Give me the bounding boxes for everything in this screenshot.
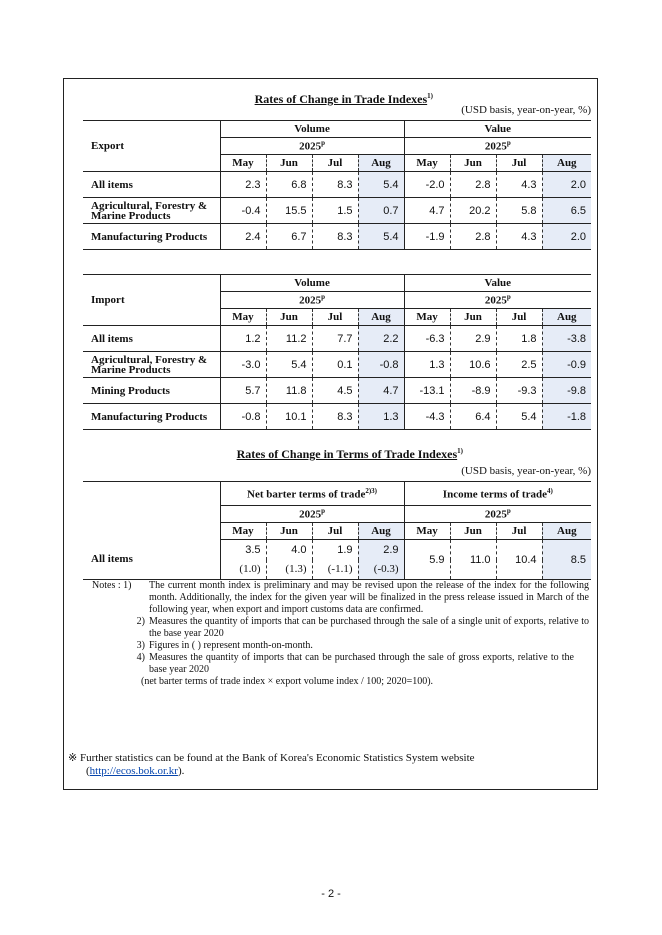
cell: 5.8: [496, 198, 542, 224]
section2-title-sup: 1): [457, 447, 463, 455]
cell: 2.3: [220, 172, 266, 198]
paren-close: ).: [177, 765, 185, 777]
ecos-link[interactable]: http://ecos.bok.or.kr: [89, 765, 178, 777]
export-value-header: Value: [404, 121, 591, 138]
cell: -3.8: [542, 326, 591, 352]
cell: 2.9: [450, 326, 496, 352]
cell: -1.8: [542, 404, 591, 430]
cell: 10.6: [450, 352, 496, 378]
note-4: [92, 652, 592, 676]
import-corner: Import: [83, 275, 220, 326]
table-row: [83, 540, 591, 560]
cell: 2.8: [450, 224, 496, 250]
cell: 2.0: [542, 224, 591, 250]
income-label: Income terms of trade: [442, 488, 547, 501]
net-barter-year: [220, 506, 404, 523]
year-label: 2025: [484, 140, 507, 153]
cell: 11.2: [266, 326, 312, 352]
further-text: ※ Further statistics can be found at the Bank of Korea's Economic Statistics System website: [68, 752, 475, 764]
cell: -4.3: [404, 404, 450, 430]
month-header: Jun: [450, 309, 496, 326]
cell: 10.4: [496, 540, 542, 580]
cell: 11.8: [266, 378, 312, 404]
net-barter-label: Net barter terms of trade: [247, 488, 366, 501]
cell: 6.4: [450, 404, 496, 430]
note-3-key: 3): [136, 640, 145, 651]
month-header: Jul: [312, 155, 358, 172]
further-statistics: [68, 752, 592, 778]
row-label: Agricultural, Forestry & Marine Products: [83, 352, 220, 378]
export-table: [83, 120, 591, 250]
cell: 8.5: [542, 540, 591, 580]
cell: 6.7: [266, 224, 312, 250]
cell: -3.0: [220, 352, 266, 378]
cell: 8.3: [312, 172, 358, 198]
year-sup: p: [506, 139, 511, 148]
month-header: Aug: [542, 309, 591, 326]
income-year: [404, 506, 591, 523]
year-sup: p: [321, 507, 325, 516]
cell: -9.8: [542, 378, 591, 404]
row-label: Manufacturing Products: [83, 224, 220, 250]
cell: 1.3: [358, 404, 404, 430]
cell: -1.9: [404, 224, 450, 250]
cell: -0.8: [358, 352, 404, 378]
month-header: Jun: [450, 155, 496, 172]
month-header: Jul: [496, 309, 542, 326]
cell: 5.4: [496, 404, 542, 430]
cell: -2.0: [404, 172, 450, 198]
month-header: Jul: [312, 523, 358, 540]
import-value-year: [404, 292, 591, 309]
net-barter-header: [220, 482, 404, 506]
cell: 4.3: [496, 224, 542, 250]
cell: 1.3: [404, 352, 450, 378]
table-row: [83, 378, 591, 404]
cell: -13.1: [404, 378, 450, 404]
section1-title-text: Rates of Change in Trade Indexes: [254, 92, 428, 106]
row-label: All items: [83, 326, 220, 352]
cell: 2.5: [496, 352, 542, 378]
month-header: May: [220, 309, 266, 326]
row-label: All items: [83, 540, 220, 580]
cell: 6.5: [542, 198, 591, 224]
month-header: Aug: [542, 155, 591, 172]
net-barter-sup: 2)3): [365, 486, 378, 495]
paren-open: (: [86, 765, 90, 777]
spacer: [92, 676, 141, 688]
cell: 4.3: [496, 172, 542, 198]
cell: 10.1: [266, 404, 312, 430]
table-row: [83, 198, 591, 224]
cell: 5.9: [404, 540, 450, 580]
import-value-header: Value: [404, 275, 591, 292]
note-4-formula: [92, 676, 592, 688]
month-header: May: [220, 523, 266, 540]
year-label: 2025: [299, 508, 322, 521]
cell: 5.7: [220, 378, 266, 404]
note-1-key: Notes : 1): [92, 580, 132, 591]
section1-title-sup: 1): [427, 92, 433, 100]
month-header: Jun: [266, 523, 312, 540]
notes: [92, 580, 592, 688]
note-2-key: 2): [136, 616, 145, 627]
cell: -6.3: [404, 326, 450, 352]
note-3: [92, 640, 592, 652]
cell: 0.7: [358, 198, 404, 224]
cell: 4.0: [266, 540, 312, 560]
table-row: [83, 404, 591, 430]
row-label: Manufacturing Products: [83, 404, 220, 430]
year-label: 2025: [299, 294, 322, 307]
cell: 15.5: [266, 198, 312, 224]
cell: 2.0: [542, 172, 591, 198]
note-3-text: Figures in ( ) represent month-on-month.: [149, 640, 313, 651]
year-sup: p: [321, 293, 325, 302]
mom-cell: (1.3): [266, 560, 312, 580]
mom-cell: (-1.1): [312, 560, 358, 580]
cell: 11.0: [450, 540, 496, 580]
export-volume-header: Volume: [220, 121, 404, 138]
year-sup: p: [321, 139, 325, 148]
section1-unit: (USD basis, year-on-year, %): [461, 104, 591, 116]
month-header: Jun: [266, 309, 312, 326]
note-4-key: 4): [136, 652, 145, 663]
month-header: May: [404, 155, 450, 172]
note-2-text: Measures the quantity of imports that can be purchased through the sale of a single unit of exports, relative to the base year 2020: [149, 616, 589, 639]
cell: 1.2: [220, 326, 266, 352]
section2-title: [83, 447, 463, 462]
cell: 6.8: [266, 172, 312, 198]
cell: 7.7: [312, 326, 358, 352]
cell: -0.4: [220, 198, 266, 224]
income-header: [404, 482, 591, 506]
year-label: 2025: [484, 508, 507, 521]
cell: 5.4: [358, 224, 404, 250]
cell: 4.7: [404, 198, 450, 224]
table-row: [83, 352, 591, 378]
cell: -0.9: [542, 352, 591, 378]
export-value-year: [404, 138, 591, 155]
year-label: 2025: [299, 140, 322, 153]
table-row: [83, 172, 591, 198]
table-row: [83, 326, 591, 352]
cell: 2.9: [358, 540, 404, 560]
note-2: [92, 616, 592, 640]
month-header: Jul: [496, 523, 542, 540]
month-header: May: [404, 523, 450, 540]
import-table: [83, 274, 591, 430]
month-header: May: [404, 309, 450, 326]
cell: 1.5: [312, 198, 358, 224]
note-1: [92, 580, 592, 616]
cell: 8.3: [312, 404, 358, 430]
section2-title-text: Rates of Change in Terms of Trade Indexes: [236, 447, 458, 461]
cell: 8.3: [312, 224, 358, 250]
month-header: Aug: [542, 523, 591, 540]
page-number: - 2 -: [321, 888, 341, 900]
month-header: Jun: [450, 523, 496, 540]
cell: 5.4: [358, 172, 404, 198]
cell: 20.2: [450, 198, 496, 224]
month-header: May: [220, 155, 266, 172]
cell: 3.5: [220, 540, 266, 560]
cell: 4.5: [312, 378, 358, 404]
cell: 2.2: [358, 326, 404, 352]
month-header: Jul: [496, 155, 542, 172]
month-header: Jun: [266, 155, 312, 172]
cell: -9.3: [496, 378, 542, 404]
month-header: Aug: [358, 309, 404, 326]
cell: 2.8: [450, 172, 496, 198]
note-4-formula-text: (net barter terms of trade index × export volume index / 100; 2020=100).: [141, 676, 434, 687]
table-row: [83, 224, 591, 250]
row-label: Mining Products: [83, 378, 220, 404]
cell: -0.8: [220, 404, 266, 430]
year-sup: p: [506, 507, 511, 516]
import-volume-header: Volume: [220, 275, 404, 292]
note-1-text: The current month index is preliminary and may be revised upon the release of the index for the following month. Additionally, the index for the given year will be finalized in the press release issued in March of the following year, when export and import customs data are confirmed.: [149, 580, 589, 615]
mom-cell: (1.0): [220, 560, 266, 580]
export-volume-year: [220, 138, 404, 155]
cell: 0.1: [312, 352, 358, 378]
cell: 1.9: [312, 540, 358, 560]
terms-of-trade-table: [83, 481, 591, 580]
cell: 4.7: [358, 378, 404, 404]
row-label: All items: [83, 172, 220, 198]
month-header: Aug: [358, 523, 404, 540]
section2-unit: (USD basis, year-on-year, %): [461, 465, 591, 477]
cell: 5.4: [266, 352, 312, 378]
cell: 1.8: [496, 326, 542, 352]
year-sup: p: [506, 293, 511, 302]
export-corner: Export: [83, 121, 220, 172]
mom-cell: (-0.3): [358, 560, 404, 580]
month-header: Jul: [312, 309, 358, 326]
income-sup: 4): [546, 486, 553, 495]
cell: -8.9: [450, 378, 496, 404]
year-label: 2025: [484, 294, 507, 307]
tot-corner: [83, 482, 220, 540]
note-4-text: Measures the quantity of imports that can be purchased through the sale of gross exports, relative to the base year 2020: [149, 652, 574, 675]
import-volume-year: [220, 292, 404, 309]
month-header: Aug: [358, 155, 404, 172]
cell: 2.4: [220, 224, 266, 250]
row-label: Agricultural, Forestry & Marine Products: [83, 198, 220, 224]
